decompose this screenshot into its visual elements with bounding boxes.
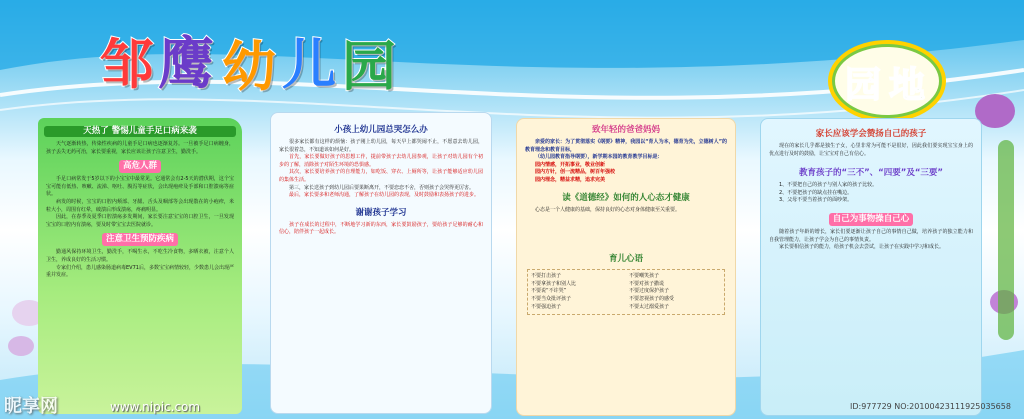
panel1-sub1: 高危人群 [119,160,161,173]
title-char-2: 鹰 [158,32,214,97]
panel1-body4: 勤通风保持环境卫生，勤洗手，不喝生水，不吃生冷食物，多晒衣被，注意个人卫生，养成良好的生活习惯。 [46,249,234,263]
panel3-point-1: 园内情感，开拓事业，敬业创新 [535,161,606,168]
flower-left-2-icon [8,336,34,356]
panel1-body5: 专家们介绍，患儿感染肠道病毒EV71后，多数宝宝病情较轻，少数患儿会出现严重并发症。 [46,264,234,279]
watermark-id: ID:977729 NO:20100423111925035658 [850,402,1011,411]
panel-young-parents [516,118,736,416]
tip-item: 不要对孩子撒谎 [629,280,665,287]
panel4-heading: 家长应该学会赞扬自己的孩子 [815,129,927,139]
panel4-body2: 随着孩子年龄的增长，家长们要逐渐让孩子自己的事情自己做，培养孩子的独立能力和自我管理能力，让孩子学会为自己的事情负责。 [769,228,973,243]
garden-badge [832,44,942,118]
tip-item: 不要嘲笑孩子 [629,273,660,280]
panel-praise-children [760,118,982,416]
panel1-body1: 手足口病常发于5岁以下的小宝宝中最常见。它通常会有2-5天的潜伏期，这个宝宝可能有低热、咳嗽、流涕、呕吐、腹泻等症状，会出现疱疹及手部和口腔溃疡等症状。 [46,176,234,198]
badge-char-2: 地 [889,65,926,106]
panel2-sub: 谢谢孩子学习 [355,207,407,218]
panel3-point-3: 园内理念，精益求精，追求完美 [535,176,606,183]
panel3-heading: 致年轻的爸爸妈妈 [591,125,660,135]
panel4-item-3: 3、父母不要当着孩子的面吵架。 [779,197,853,204]
tip-item: 不要打击孩子 [531,273,562,280]
panel2-heading: 小孩上幼儿园总哭怎么办 [334,125,428,135]
panel2-body3: 其次，家长要培养孩子的自理能力，如吃饭、穿衣、上厕所等，让孩子能够适应幼儿园的集体生活。 [279,169,483,183]
leaf-right-icon [998,140,1014,340]
panel1-body3: 因此，在春季及夏季口腔溃疡多发期间，家长要注意宝宝的口腔卫生，一旦发现宝宝的口腔内有溃疡，要及时带宝宝去医院就诊。 [46,214,234,228]
panel3-body1: 亲爱的家长：为了贯彻落实《纲要》精神，我园以“育人为本，德育为先，立德树人”的教育理念和教育目标， [525,139,727,153]
panel3-point-2: 园内方针，创一流精品，树百年强校 [535,169,616,176]
panel4-item-1: 1、不要把自己的孩子与别人家的孩子比较。 [779,182,878,189]
panel1-sub2: 注意卫生预防疾病 [102,233,178,246]
panel3-sub: 读《道德经》如何的人心态才健康 [562,192,690,203]
panel4-sub1: 教育孩子的“三不”、“四要”及“三要” [798,168,944,179]
panel3-list-heading: 育儿心语 [608,254,643,265]
panel4-body1: 现在的家长几乎都是独生子女，心里非常为可能不是很好，因此我们要实现宝宝身上的优点进行及时的鼓励，让宝宝对自己有信心。 [769,143,973,157]
panel4-sub2: 自己为事物操自己心 [829,213,914,226]
title-char-3: 幼 [222,35,276,98]
watermark-brand: 昵享网 [4,396,58,417]
title-char-4: 儿 [282,33,336,96]
panel2-body2: 首先，家长要做好孩子的思想工作，提前带孩子去幼儿园参观，让孩子对幼儿园有个初步的了解，消除孩子对陌生环境的恐惧感。 [279,154,483,168]
tip-item: 不要拿孩子和别人比 [531,280,577,287]
panel2-body1: 很多家长都有这样的烦恼：孩子刚上幼儿园，每天早上都哭闹不止，不愿意去幼儿园，家长很着急，不知道该如何是好。 [279,139,483,153]
panel-hand-foot-mouth [38,118,242,414]
tip-item: 不要当众批评孩子 [531,295,572,302]
badge-char-1: 园 [845,65,882,106]
panel3-body3: 心态是一个人健康的基础，保持良好的心态对身体健康至关重要。 [535,206,681,213]
title-char-5: 园 [342,35,396,98]
tip-item: 不要强迫孩子 [531,303,562,310]
tip-item: 不要忽视孩子的感受 [629,295,675,302]
panel1-intro: 天气逐渐转热，传染性疾病的儿童手足口病也逐渐复苏。一旦被手足口病缠身，孩子丢失无药可治，家长要重视，家长应该让孩子注意卫生，勤洗手。 [46,141,234,155]
panel4-item-2: 2、不要把孩子的缺点挂在嘴边。 [779,189,853,196]
parenting-tips-list [527,269,725,315]
panel2-body5: 最后，家长要多和老师沟通，了解孩子在幼儿园的表现，及时鼓励和表扬孩子的进步。 [289,192,480,199]
panel3-body2: （幼儿园教育指导纲要），新学期本园的教育教学目标是： [535,154,663,161]
panel1-heading: 天热了 警惕儿童手足口病来袭 [44,126,236,137]
panel4-body3: 家长要相信孩子的能力，给孩子机会去尝试，让孩子在实践中学习和成长。 [779,244,945,251]
panel-kindergarten-crying [270,112,492,414]
watermark-site: www.nipic.com [110,400,201,414]
panel1-body2: 病发的时候，宝宝的口腔内颊部、牙龈、舌头及咽部等会出现散在的小疱疹，米粒大小，周围有红晕，破溃后形成溃疡，疼痛明显。 [46,198,234,213]
panel2-body6: 孩子在成长的过程中，不断地学习新的东西，家长要鼓励孩子，要给孩子足够的耐心和信心，陪伴孩子一起成长。 [279,221,483,236]
panel2-body4: 第三，家长送孩子到幼儿园后要果断离开，不要恋恋不舍，否则孩子会哭得更厉害。 [289,184,475,191]
tip-item: 不要过度保护孩子 [629,288,670,295]
tip-item: 不要太过溺爱孩子 [629,303,670,310]
tip-item: 不要说“不许哭” [531,288,567,295]
title-char-1: 邹 [100,33,154,96]
